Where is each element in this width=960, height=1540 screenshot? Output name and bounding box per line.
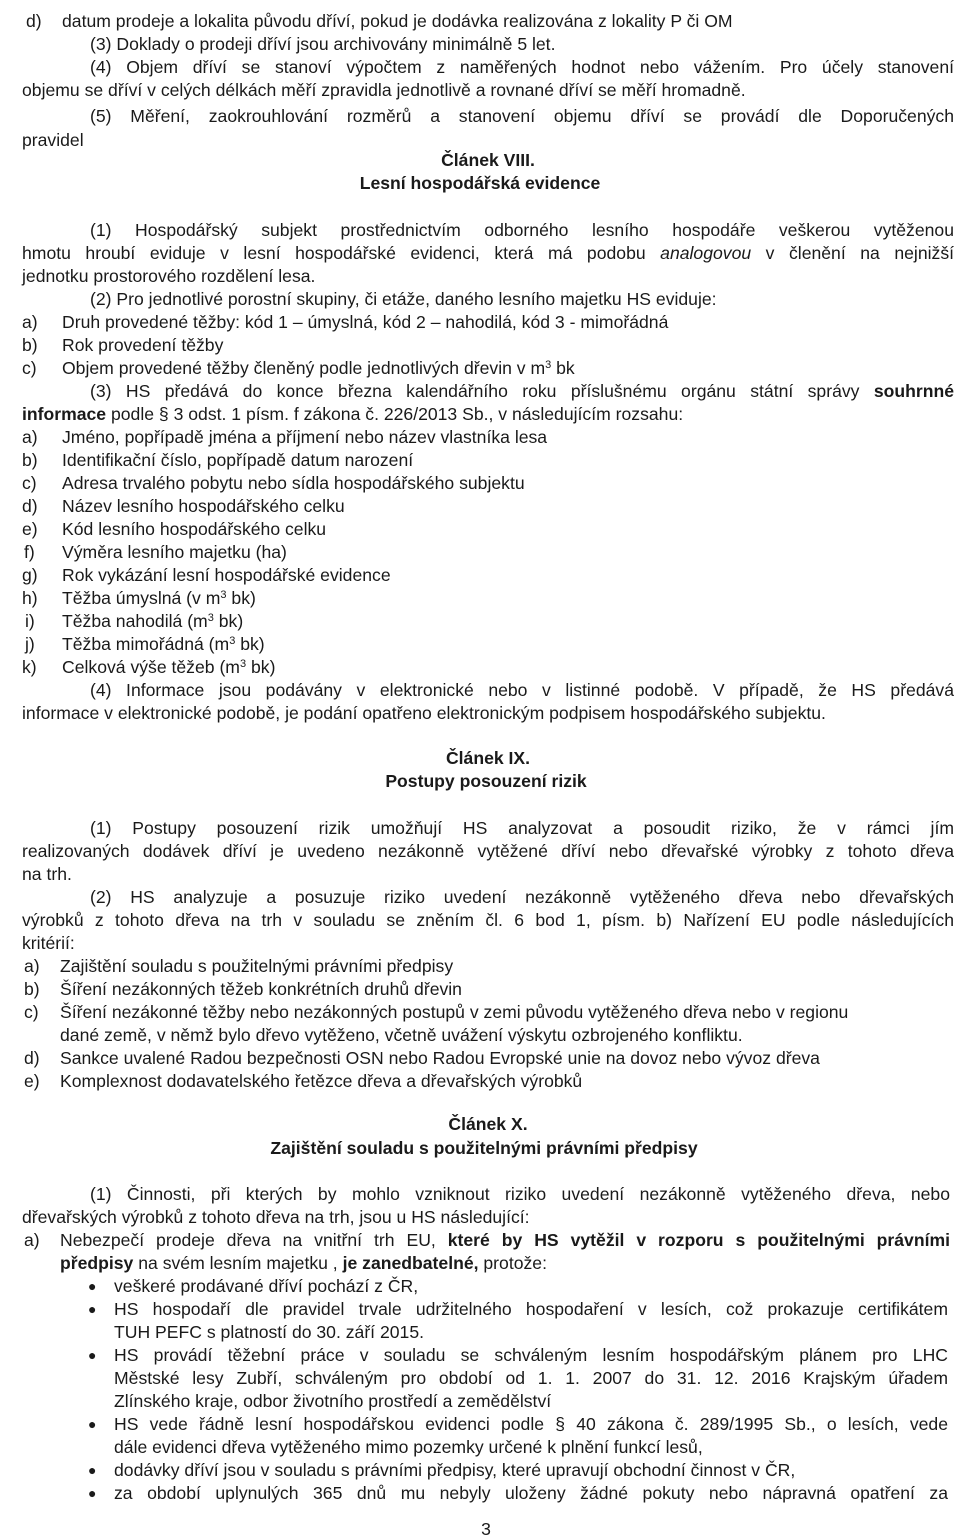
paragraph-line: informace podle § 3 odst. 1 písm. f zákona č. 226/2013 Sb., v následujícím rozsahu: (22, 404, 684, 424)
item-text: Kód lesního hospodářského celku (62, 519, 327, 539)
bullet-icon: ● (88, 1301, 97, 1317)
item-text: Nebezpečí prodeje dřeva na vnitřní trh EU, které by HS vytěžil v rozporu s použitelnými právními (60, 1230, 950, 1250)
article-title: Postupy posouzení rizik (385, 771, 587, 791)
item-label: b) (24, 979, 40, 999)
bullet-icon: ● (88, 1278, 97, 1294)
item-label: c) (22, 358, 37, 378)
item-label: d) (22, 496, 38, 516)
paragraph-line: (1) Hospodářský subjekt prostřednictvím odborného lesního hospodáře veškerou vytěženou (90, 220, 954, 240)
item-text: Rok vykázání lesní hospodářské evidence (62, 565, 391, 585)
item-label: c) (24, 1002, 39, 1022)
item-text: Název lesního hospodářského celku (62, 496, 345, 516)
item-label: a) (24, 956, 40, 976)
item-text: Těžba úmyslná (v $m^3$ bk) (62, 588, 256, 608)
item-label: b) (22, 335, 38, 355)
item-label: i) (25, 611, 35, 631)
item-text: Výměra lesního majetku (ha) (62, 542, 287, 562)
article-title: Zajištění souladu s použitelnými právními předpisy (270, 1138, 698, 1158)
item-text: Těžba nahodilá ($m^3$ bk) (62, 611, 244, 631)
article-heading: Článek IX. (445, 748, 531, 768)
bullet-icon: ● (88, 1416, 97, 1432)
paragraph-line: (2) HS analyzuje a posuzuje riziko uvedení nezákonně vytěženého dřeva nebo dřevařských (90, 887, 954, 907)
paragraph-line: (4) Informace jsou podávány v elektronické nebo v listinné podobě. V případě, že HS předává (90, 680, 954, 700)
paragraph-line: (4) Objem dříví se stanoví výpočtem z naměřených hodnot nebo vážením. Pro účely stanovení (90, 57, 954, 77)
bullet-text: HS provádí těžební práce v souladu se schváleným lesním hospodářským plánem pro LHC (114, 1345, 948, 1365)
article-heading: Článek X. (448, 1114, 528, 1134)
item-text: Těžba mimořádná ($m^3$ bk) (62, 634, 265, 654)
paragraph-line: dřevařských výrobků z tohoto dřeva na trh, jsou u HS následující: (22, 1207, 530, 1227)
bullet-icon: ● (88, 1485, 97, 1501)
item-text: Komplexnost dodavatelského řetězce dřeva a dřevařských výrobků (60, 1071, 583, 1091)
item-text: Šíření nezákonné těžby nebo nezákonných postupů v zemi původu vytěženého dřeva nebo v regionu (60, 1002, 849, 1022)
bullet-icon: ● (88, 1462, 97, 1478)
item-label: a) (22, 427, 38, 447)
item-text: Celková výše těžeb ($m^3$ bk) (62, 657, 276, 677)
item-text: Adresa trvalého pobytu nebo sídla hospodářského subjektu (62, 473, 525, 493)
item-text: Identifikační číslo, popřípadě datum narození (62, 450, 414, 470)
paragraph-line: (1) Činnosti, při kterých by mohlo vzniknout riziko uvedení nezákonně vytěženého dřeva, nebo (90, 1184, 950, 1204)
paragraph-line: výrobků z tohoto dřeva na trh v souladu se zněním čl. 6 bod 1, písm. b) Nařízení EU podle následujících (22, 910, 954, 930)
item-label: j) (25, 634, 35, 654)
item-label: k) (22, 657, 37, 677)
paragraph-line: kritérií: (22, 933, 75, 953)
item-text: Druh provedené těžby: kód 1 – úmyslná, kód 2 – nahodilá, kód 3 - mimořádná (62, 312, 669, 332)
item-label: d) (26, 11, 42, 31)
article-title: Lesní hospodářská evidence (359, 173, 601, 193)
item-label: b) (22, 450, 38, 470)
bullet-text: HS vede řádně lesní hospodářskou evidenci podle § 40 zákona č. 289/1995 Sb., o lesích, vede (114, 1414, 948, 1434)
item-label: a) (24, 1230, 40, 1250)
bullet-text: Městské lesy Zubří, schváleným pro období od 1. 1. 2007 do 31. 12. 2016 Krajským úřadem (114, 1368, 948, 1388)
paragraph-line: pravidel (22, 130, 84, 150)
paragraph-line: objemu se dříví v celých délkách měří zpravidla jednotlivě a rovnané dříví se měří hromadně. (22, 80, 746, 100)
item-text: předpisy na svém lesním majetku , je zanedbatelné, protože: (60, 1253, 547, 1273)
item-label: g) (22, 565, 38, 585)
bullet-text: dodávky dříví jsou v souladu s právními předpisy, které upravují obchodní činnost v ČR, (114, 1460, 796, 1480)
item-text: dané země, v němž bylo dřevo vytěženo, včetně uvážení výskytu ozbrojeného konfliktu. (60, 1025, 743, 1045)
paragraph-line: (2) Pro jednotlivé porostní skupiny, či etáže, daného lesního majetku HS eviduje: (90, 289, 717, 309)
paragraph-line: na trh. (22, 864, 72, 884)
bullet-text: dále evidenci dřeva vytěženého mimo pozemky určené k plnění funkcí lesů, (114, 1437, 703, 1457)
paragraph-line: informace v elektronické podobě, je podání opatřeno elektronickým podpisem hospodářského subjektu. (22, 703, 826, 723)
item-label: f) (24, 542, 35, 562)
paragraph-line: hmotu hroubí eviduje v lesní hospodářské evidenci, která má podobu analogovou v členění na nejnižší (22, 243, 954, 263)
paragraph-line: realizovaných dodávek dříví je uvedeno nezákonně vytěžené dříví nebo dřevařské výrobky z tohoto dřeva (22, 841, 954, 861)
item-text: datum prodeje a lokalita původu dříví, pokud je dodávka realizována z lokality P či OM (62, 11, 733, 31)
item-text: Sankce uvalené Radou bezpečnosti OSN nebo Radou Evropské unie na dovoz nebo vývoz dřeva (60, 1048, 820, 1068)
item-label: h) (22, 588, 38, 608)
item-text: Jméno, popřípadě jména a příjmení nebo název vlastníka lesa (62, 427, 548, 447)
bullet-text: za období uplynulých 365 dnů mu nebyly uloženy žádné pokuty nebo nápravná opatření za (114, 1483, 948, 1503)
bullet-text: veškeré prodávané dříví pochází z ČR, (114, 1276, 419, 1296)
paragraph-line: (3) HS předává do konce března kalendářního roku příslušnému orgánu státní správy souhrnné (90, 381, 954, 401)
item-text: Šíření nezákonných těžeb konkrétních druhů dřevin (60, 979, 462, 999)
paragraph-line: (1) Postupy posouzení rizik umožňují HS analyzovat a posoudit riziko, že v rámci jím (90, 818, 954, 838)
paragraph-line: (5) Měření, zaokrouhlování rozměrů a stanovení objemu dříví se provádí dle Doporučených (90, 106, 954, 126)
paragraph-line: (3) Doklady o prodeji dříví jsou archivovány minimálně 5 let. (90, 34, 556, 54)
item-text: Zajištění souladu s použitelnými právními předpisy (60, 956, 454, 976)
bullet-text: Zlínského kraje, odbor životního prostředí a zemědělství (114, 1391, 552, 1411)
item-label: c) (22, 473, 37, 493)
bullet-icon: ● (88, 1347, 97, 1363)
item-text: Objem provedené těžby členěný podle jednotlivých dřevin v $m^3$ bk (62, 358, 575, 378)
item-text: Rok provedení těžby (62, 335, 224, 355)
bullet-text: HS hospodaří dle pravidel trvale udržitelného hospodaření v lesích, což prokazuje certifikátem (114, 1299, 948, 1319)
bullet-text: TUH PEFC s platností do 30. září 2015. (114, 1322, 424, 1342)
paragraph-line: jednotku prostorového rozdělení lesa. (22, 266, 316, 286)
item-label: e) (22, 519, 38, 539)
item-label: d) (24, 1048, 40, 1068)
item-label: e) (24, 1071, 40, 1091)
article-heading: Článek VIII. (441, 150, 535, 170)
page-number: 3 (481, 1519, 491, 1539)
item-label: a) (22, 312, 38, 332)
